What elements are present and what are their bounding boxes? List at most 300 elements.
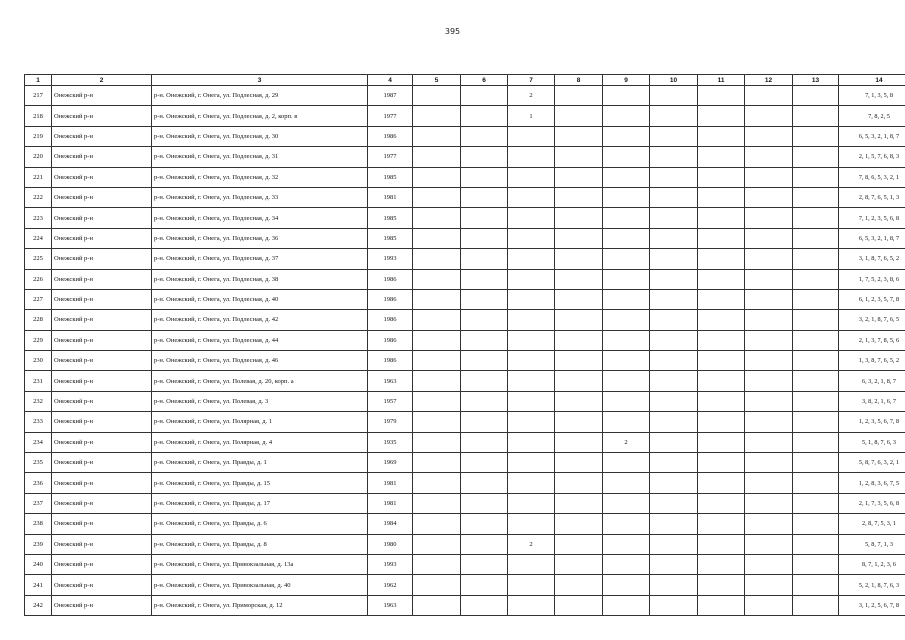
sequence-cell: 5, 8, 7, 6, 3, 2, 1 xyxy=(839,453,905,473)
address-cell: р-н. Онежский, г. Онега, ул. Правды, д. 15 xyxy=(152,473,368,493)
column-header-12: 12 xyxy=(745,75,793,86)
value-cell-col-7 xyxy=(508,391,555,411)
value-cell-col-7: 2 xyxy=(508,86,555,106)
column-header-5: 5 xyxy=(413,75,461,86)
row-number: 229 xyxy=(25,330,52,350)
value-cell-col-6 xyxy=(461,351,508,371)
value-cell-col-7 xyxy=(508,289,555,309)
value-cell-col-13 xyxy=(793,391,839,411)
table-row xyxy=(25,289,905,309)
address-cell: р-н. Онежский, г. Онега, ул. Полярная, д. 4 xyxy=(152,432,368,452)
address-cell: р-н. Онежский, г. Онега, ул. Подлесная, д. 2, корп. в xyxy=(152,106,368,126)
value-cell-col-12 xyxy=(745,412,793,432)
value-cell-col-11 xyxy=(698,473,745,493)
sequence-cell: 7, 1, 3, 5, 8 xyxy=(839,86,905,106)
value-cell-col-6 xyxy=(461,167,508,187)
table-row xyxy=(25,575,905,595)
value-cell-col-8 xyxy=(555,126,603,146)
value-cell-col-10 xyxy=(650,473,698,493)
value-cell-col-9 xyxy=(603,249,650,269)
table-row xyxy=(25,351,905,371)
value-cell-col-7 xyxy=(508,514,555,534)
table-row xyxy=(25,534,905,554)
value-cell-col-13 xyxy=(793,249,839,269)
column-header-4: 4 xyxy=(368,75,413,86)
value-cell-col-11 xyxy=(698,595,745,615)
value-cell-col-13 xyxy=(793,554,839,574)
value-cell-col-13 xyxy=(793,167,839,187)
value-cell-col-12 xyxy=(745,432,793,452)
value-cell-col-10 xyxy=(650,126,698,146)
value-cell-col-13 xyxy=(793,351,839,371)
value-cell-col-7 xyxy=(508,493,555,513)
row-number: 240 xyxy=(25,554,52,574)
value-cell-col-5 xyxy=(413,595,461,615)
value-cell-col-8 xyxy=(555,534,603,554)
address-cell: р-н. Онежский, г. Онега, ул. Подлесная, д. 37 xyxy=(152,249,368,269)
value-cell-col-7 xyxy=(508,228,555,248)
value-cell-col-13 xyxy=(793,595,839,615)
address-cell: р-н. Онежский, г. Онега, ул. Подлесная, д. 31 xyxy=(152,147,368,167)
value-cell-col-7 xyxy=(508,208,555,228)
value-cell-col-8 xyxy=(555,412,603,432)
table-row xyxy=(25,208,905,228)
value-cell-col-7 xyxy=(508,167,555,187)
value-cell-col-13 xyxy=(793,310,839,330)
table-row xyxy=(25,412,905,432)
value-cell-col-6 xyxy=(461,514,508,534)
value-cell-col-11 xyxy=(698,493,745,513)
value-cell-col-13 xyxy=(793,432,839,452)
district-cell: Онежский р-н xyxy=(52,473,152,493)
district-cell: Онежский р-н xyxy=(52,534,152,554)
value-cell-col-13 xyxy=(793,208,839,228)
value-cell-col-12 xyxy=(745,269,793,289)
value-cell-col-5 xyxy=(413,86,461,106)
row-number: 224 xyxy=(25,228,52,248)
value-cell-col-10 xyxy=(650,595,698,615)
row-number: 235 xyxy=(25,453,52,473)
year-cell: 1969 xyxy=(368,453,413,473)
column-header-13: 13 xyxy=(793,75,839,86)
value-cell-col-9 xyxy=(603,310,650,330)
value-cell-col-6 xyxy=(461,228,508,248)
value-cell-col-12 xyxy=(745,351,793,371)
district-cell: Онежский р-н xyxy=(52,106,152,126)
table-row xyxy=(25,106,905,126)
value-cell-col-11 xyxy=(698,106,745,126)
value-cell-col-8 xyxy=(555,595,603,615)
value-cell-col-10 xyxy=(650,493,698,513)
value-cell-col-7 xyxy=(508,126,555,146)
value-cell-col-7 xyxy=(508,432,555,452)
table-body xyxy=(25,86,905,616)
year-cell: 1986 xyxy=(368,330,413,350)
value-cell-col-5 xyxy=(413,147,461,167)
address-cell: р-н. Онежский, г. Онега, ул. Подлесная, д. 38 xyxy=(152,269,368,289)
value-cell-col-7: 1 xyxy=(508,106,555,126)
column-header-7: 7 xyxy=(508,75,555,86)
value-cell-col-9 xyxy=(603,269,650,289)
value-cell-col-6 xyxy=(461,391,508,411)
value-cell-col-10 xyxy=(650,187,698,207)
value-cell-col-7 xyxy=(508,351,555,371)
value-cell-col-5 xyxy=(413,493,461,513)
table-row xyxy=(25,86,905,106)
value-cell-col-10 xyxy=(650,147,698,167)
sequence-cell: 6, 5, 3, 2, 1, 8, 7 xyxy=(839,126,905,146)
value-cell-col-5 xyxy=(413,228,461,248)
value-cell-col-10 xyxy=(650,412,698,432)
year-cell: 1986 xyxy=(368,126,413,146)
district-cell: Онежский р-н xyxy=(52,310,152,330)
row-number: 232 xyxy=(25,391,52,411)
value-cell-col-13 xyxy=(793,412,839,432)
year-cell: 1986 xyxy=(368,351,413,371)
value-cell-col-11 xyxy=(698,453,745,473)
table-row xyxy=(25,147,905,167)
table-row xyxy=(25,167,905,187)
row-number: 226 xyxy=(25,269,52,289)
table-header xyxy=(25,75,905,86)
value-cell-col-8 xyxy=(555,249,603,269)
address-cell: р-н. Онежский, г. Онега, ул. Подлесная, д. 40 xyxy=(152,289,368,309)
value-cell-col-5 xyxy=(413,351,461,371)
value-cell-col-9 xyxy=(603,351,650,371)
value-cell-col-12 xyxy=(745,453,793,473)
value-cell-col-7 xyxy=(508,453,555,473)
value-cell-col-7 xyxy=(508,310,555,330)
address-cell: р-н. Онежский, г. Онега, ул. Полевая, д. 3 xyxy=(152,391,368,411)
year-cell: 1935 xyxy=(368,432,413,452)
address-cell: р-н. Онежский, г. Онега, ул. Подлесная, д. 42 xyxy=(152,310,368,330)
table-row xyxy=(25,187,905,207)
value-cell-col-8 xyxy=(555,453,603,473)
value-cell-col-8 xyxy=(555,391,603,411)
value-cell-col-13 xyxy=(793,514,839,534)
row-number: 237 xyxy=(25,493,52,513)
table-row xyxy=(25,391,905,411)
address-cell: р-н. Онежский, г. Онега, ул. Правды, д. 8 xyxy=(152,534,368,554)
table-row xyxy=(25,228,905,248)
value-cell-col-12 xyxy=(745,493,793,513)
value-cell-col-9: 2 xyxy=(603,432,650,452)
value-cell-col-11 xyxy=(698,249,745,269)
value-cell-col-12 xyxy=(745,147,793,167)
value-cell-col-13 xyxy=(793,453,839,473)
value-cell-col-5 xyxy=(413,126,461,146)
value-cell-col-5 xyxy=(413,289,461,309)
sequence-cell: 1, 7, 5, 2, 3, 8, 6 xyxy=(839,269,905,289)
sequence-cell: 5, 8, 7, 1, 3 xyxy=(839,534,905,554)
year-cell: 1981 xyxy=(368,493,413,513)
district-cell: Онежский р-н xyxy=(52,187,152,207)
sequence-cell: 7, 8, 2, 5 xyxy=(839,106,905,126)
district-cell: Онежский р-н xyxy=(52,269,152,289)
value-cell-col-5 xyxy=(413,269,461,289)
value-cell-col-6 xyxy=(461,330,508,350)
value-cell-col-6 xyxy=(461,595,508,615)
district-cell: Онежский р-н xyxy=(52,249,152,269)
address-cell: р-н. Онежский, г. Онега, ул. Подлесная, д. 46 xyxy=(152,351,368,371)
value-cell-col-13 xyxy=(793,269,839,289)
value-cell-col-12 xyxy=(745,106,793,126)
value-cell-col-7 xyxy=(508,269,555,289)
value-cell-col-8 xyxy=(555,330,603,350)
value-cell-col-8 xyxy=(555,167,603,187)
value-cell-col-9 xyxy=(603,412,650,432)
address-cell: р-н. Онежский, г. Онега, ул. Подлесная, д. 33 xyxy=(152,187,368,207)
row-number: 230 xyxy=(25,351,52,371)
table-row xyxy=(25,249,905,269)
value-cell-col-12 xyxy=(745,595,793,615)
page-number: 395 xyxy=(444,27,461,36)
value-cell-col-12 xyxy=(745,554,793,574)
row-number: 233 xyxy=(25,412,52,432)
value-cell-col-9 xyxy=(603,514,650,534)
year-cell: 1986 xyxy=(368,289,413,309)
value-cell-col-11 xyxy=(698,167,745,187)
value-cell-col-11 xyxy=(698,86,745,106)
year-cell: 1977 xyxy=(368,147,413,167)
value-cell-col-11 xyxy=(698,514,745,534)
value-cell-col-12 xyxy=(745,86,793,106)
value-cell-col-5 xyxy=(413,391,461,411)
address-cell: р-н. Онежский, г. Онега, ул. Правды, д. 1 xyxy=(152,453,368,473)
value-cell-col-10 xyxy=(650,106,698,126)
value-cell-col-13 xyxy=(793,86,839,106)
value-cell-col-8 xyxy=(555,228,603,248)
row-number: 217 xyxy=(25,86,52,106)
year-cell: 1980 xyxy=(368,534,413,554)
value-cell-col-12 xyxy=(745,575,793,595)
value-cell-col-6 xyxy=(461,289,508,309)
value-cell-col-8 xyxy=(555,514,603,534)
value-cell-col-6 xyxy=(461,473,508,493)
value-cell-col-5 xyxy=(413,208,461,228)
value-cell-col-11 xyxy=(698,228,745,248)
district-cell: Онежский р-н xyxy=(52,147,152,167)
value-cell-col-9 xyxy=(603,453,650,473)
value-cell-col-13 xyxy=(793,473,839,493)
table-row xyxy=(25,473,905,493)
value-cell-col-13 xyxy=(793,106,839,126)
district-cell: Онежский р-н xyxy=(52,514,152,534)
value-cell-col-8 xyxy=(555,371,603,391)
year-cell: 1977 xyxy=(368,106,413,126)
address-cell: р-н. Онежский, г. Онега, ул. Подлесная, д. 32 xyxy=(152,167,368,187)
value-cell-col-5 xyxy=(413,514,461,534)
sequence-cell: 6, 1, 2, 3, 5, 7, 8 xyxy=(839,289,905,309)
value-cell-col-10 xyxy=(650,432,698,452)
address-cell: р-н. Онежский, г. Онега, ул. Полевая, д. 20, корп. а xyxy=(152,371,368,391)
row-number: 228 xyxy=(25,310,52,330)
table-row xyxy=(25,514,905,534)
value-cell-col-11 xyxy=(698,330,745,350)
value-cell-col-13 xyxy=(793,534,839,554)
value-cell-col-12 xyxy=(745,310,793,330)
value-cell-col-8 xyxy=(555,575,603,595)
value-cell-col-10 xyxy=(650,351,698,371)
value-cell-col-11 xyxy=(698,391,745,411)
value-cell-col-9 xyxy=(603,575,650,595)
value-cell-col-7 xyxy=(508,147,555,167)
district-cell: Онежский р-н xyxy=(52,86,152,106)
value-cell-col-10 xyxy=(650,330,698,350)
address-cell: р-н. Онежский, г. Онега, ул. Привокзальная, д. 13а xyxy=(152,554,368,574)
year-cell: 1993 xyxy=(368,554,413,574)
district-cell: Онежский р-н xyxy=(52,208,152,228)
value-cell-col-8 xyxy=(555,473,603,493)
value-cell-col-10 xyxy=(650,575,698,595)
value-cell-col-10 xyxy=(650,228,698,248)
table-row xyxy=(25,371,905,391)
district-cell: Онежский р-н xyxy=(52,289,152,309)
column-header-9: 9 xyxy=(603,75,650,86)
value-cell-col-7 xyxy=(508,330,555,350)
value-cell-col-6 xyxy=(461,412,508,432)
district-cell: Онежский р-н xyxy=(52,167,152,187)
sequence-cell: 7, 1, 2, 3, 5, 6, 8 xyxy=(839,208,905,228)
value-cell-col-12 xyxy=(745,371,793,391)
district-cell: Онежский р-н xyxy=(52,432,152,452)
value-cell-col-11 xyxy=(698,310,745,330)
value-cell-col-5 xyxy=(413,330,461,350)
value-cell-col-6 xyxy=(461,371,508,391)
value-cell-col-12 xyxy=(745,126,793,146)
year-cell: 1993 xyxy=(368,249,413,269)
value-cell-col-13 xyxy=(793,187,839,207)
row-number: 242 xyxy=(25,595,52,615)
sequence-cell: 2, 1, 5, 7, 6, 8, 3 xyxy=(839,147,905,167)
column-header-6: 6 xyxy=(461,75,508,86)
value-cell-col-9 xyxy=(603,595,650,615)
value-cell-col-8 xyxy=(555,310,603,330)
sequence-cell: 2, 1, 7, 3, 5, 6, 8 xyxy=(839,493,905,513)
value-cell-col-12 xyxy=(745,473,793,493)
value-cell-col-11 xyxy=(698,554,745,574)
row-number: 239 xyxy=(25,534,52,554)
district-cell: Онежский р-н xyxy=(52,330,152,350)
value-cell-col-7 xyxy=(508,249,555,269)
value-cell-col-13 xyxy=(793,493,839,513)
value-cell-col-10 xyxy=(650,269,698,289)
address-cell: р-н. Онежский, г. Онега, ул. Подлесная, д. 29 xyxy=(152,86,368,106)
value-cell-col-12 xyxy=(745,187,793,207)
value-cell-col-13 xyxy=(793,289,839,309)
value-cell-col-5 xyxy=(413,432,461,452)
year-cell: 1985 xyxy=(368,208,413,228)
value-cell-col-7 xyxy=(508,554,555,574)
value-cell-col-11 xyxy=(698,412,745,432)
table-row xyxy=(25,554,905,574)
value-cell-col-11 xyxy=(698,147,745,167)
row-number: 223 xyxy=(25,208,52,228)
value-cell-col-6 xyxy=(461,126,508,146)
row-number: 238 xyxy=(25,514,52,534)
value-cell-col-9 xyxy=(603,534,650,554)
year-cell: 1987 xyxy=(368,86,413,106)
value-cell-col-9 xyxy=(603,86,650,106)
value-cell-col-9 xyxy=(603,473,650,493)
value-cell-col-11 xyxy=(698,269,745,289)
value-cell-col-10 xyxy=(650,167,698,187)
value-cell-col-11 xyxy=(698,432,745,452)
district-cell: Онежский р-н xyxy=(52,228,152,248)
column-header-8: 8 xyxy=(555,75,603,86)
table-row xyxy=(25,310,905,330)
value-cell-col-7 xyxy=(508,371,555,391)
value-cell-col-9 xyxy=(603,106,650,126)
address-cell: р-н. Онежский, г. Онега, ул. Полярная, д. 1 xyxy=(152,412,368,432)
value-cell-col-8 xyxy=(555,269,603,289)
district-cell: Онежский р-н xyxy=(52,351,152,371)
value-cell-col-6 xyxy=(461,147,508,167)
value-cell-col-13 xyxy=(793,228,839,248)
district-cell: Онежский р-н xyxy=(52,371,152,391)
value-cell-col-11 xyxy=(698,126,745,146)
header-row xyxy=(25,75,905,86)
column-header-14: 14 xyxy=(839,75,905,86)
value-cell-col-7 xyxy=(508,473,555,493)
value-cell-col-10 xyxy=(650,534,698,554)
value-cell-col-10 xyxy=(650,514,698,534)
value-cell-col-13 xyxy=(793,147,839,167)
year-cell: 1984 xyxy=(368,514,413,534)
address-cell: р-н. Онежский, г. Онега, ул. Подлесная, д. 30 xyxy=(152,126,368,146)
value-cell-col-8 xyxy=(555,147,603,167)
value-cell-col-6 xyxy=(461,187,508,207)
row-number: 218 xyxy=(25,106,52,126)
sequence-cell: 3, 8, 2, 1, 6, 7 xyxy=(839,391,905,411)
value-cell-col-6 xyxy=(461,269,508,289)
sequence-cell: 6, 5, 3, 2, 1, 8, 7 xyxy=(839,228,905,248)
value-cell-col-7 xyxy=(508,575,555,595)
value-cell-col-5 xyxy=(413,412,461,432)
value-cell-col-12 xyxy=(745,330,793,350)
sequence-cell: 1, 2, 3, 5, 6, 7, 8 xyxy=(839,412,905,432)
value-cell-col-10 xyxy=(650,208,698,228)
row-number: 236 xyxy=(25,473,52,493)
district-cell: Онежский р-н xyxy=(52,453,152,473)
column-header-3: 3 xyxy=(152,75,368,86)
column-header-1: 1 xyxy=(25,75,52,86)
value-cell-col-12 xyxy=(745,167,793,187)
year-cell: 1985 xyxy=(368,167,413,187)
value-cell-col-10 xyxy=(650,554,698,574)
sequence-cell: 5, 2, 1, 8, 7, 6, 3 xyxy=(839,575,905,595)
value-cell-col-12 xyxy=(745,289,793,309)
value-cell-col-7: 2 xyxy=(508,534,555,554)
value-cell-col-11 xyxy=(698,371,745,391)
sequence-cell: 3, 1, 8, 7, 6, 5, 2 xyxy=(839,249,905,269)
value-cell-col-6 xyxy=(461,208,508,228)
value-cell-col-6 xyxy=(461,432,508,452)
value-cell-col-11 xyxy=(698,208,745,228)
value-cell-col-5 xyxy=(413,310,461,330)
district-cell: Онежский р-н xyxy=(52,554,152,574)
value-cell-col-6 xyxy=(461,86,508,106)
value-cell-col-12 xyxy=(745,249,793,269)
value-cell-col-6 xyxy=(461,534,508,554)
year-cell: 1962 xyxy=(368,575,413,595)
value-cell-col-9 xyxy=(603,126,650,146)
value-cell-col-8 xyxy=(555,289,603,309)
sequence-cell: 2, 1, 3, 7, 8, 5, 6 xyxy=(839,330,905,350)
value-cell-col-13 xyxy=(793,126,839,146)
value-cell-col-9 xyxy=(603,187,650,207)
value-cell-col-5 xyxy=(413,554,461,574)
